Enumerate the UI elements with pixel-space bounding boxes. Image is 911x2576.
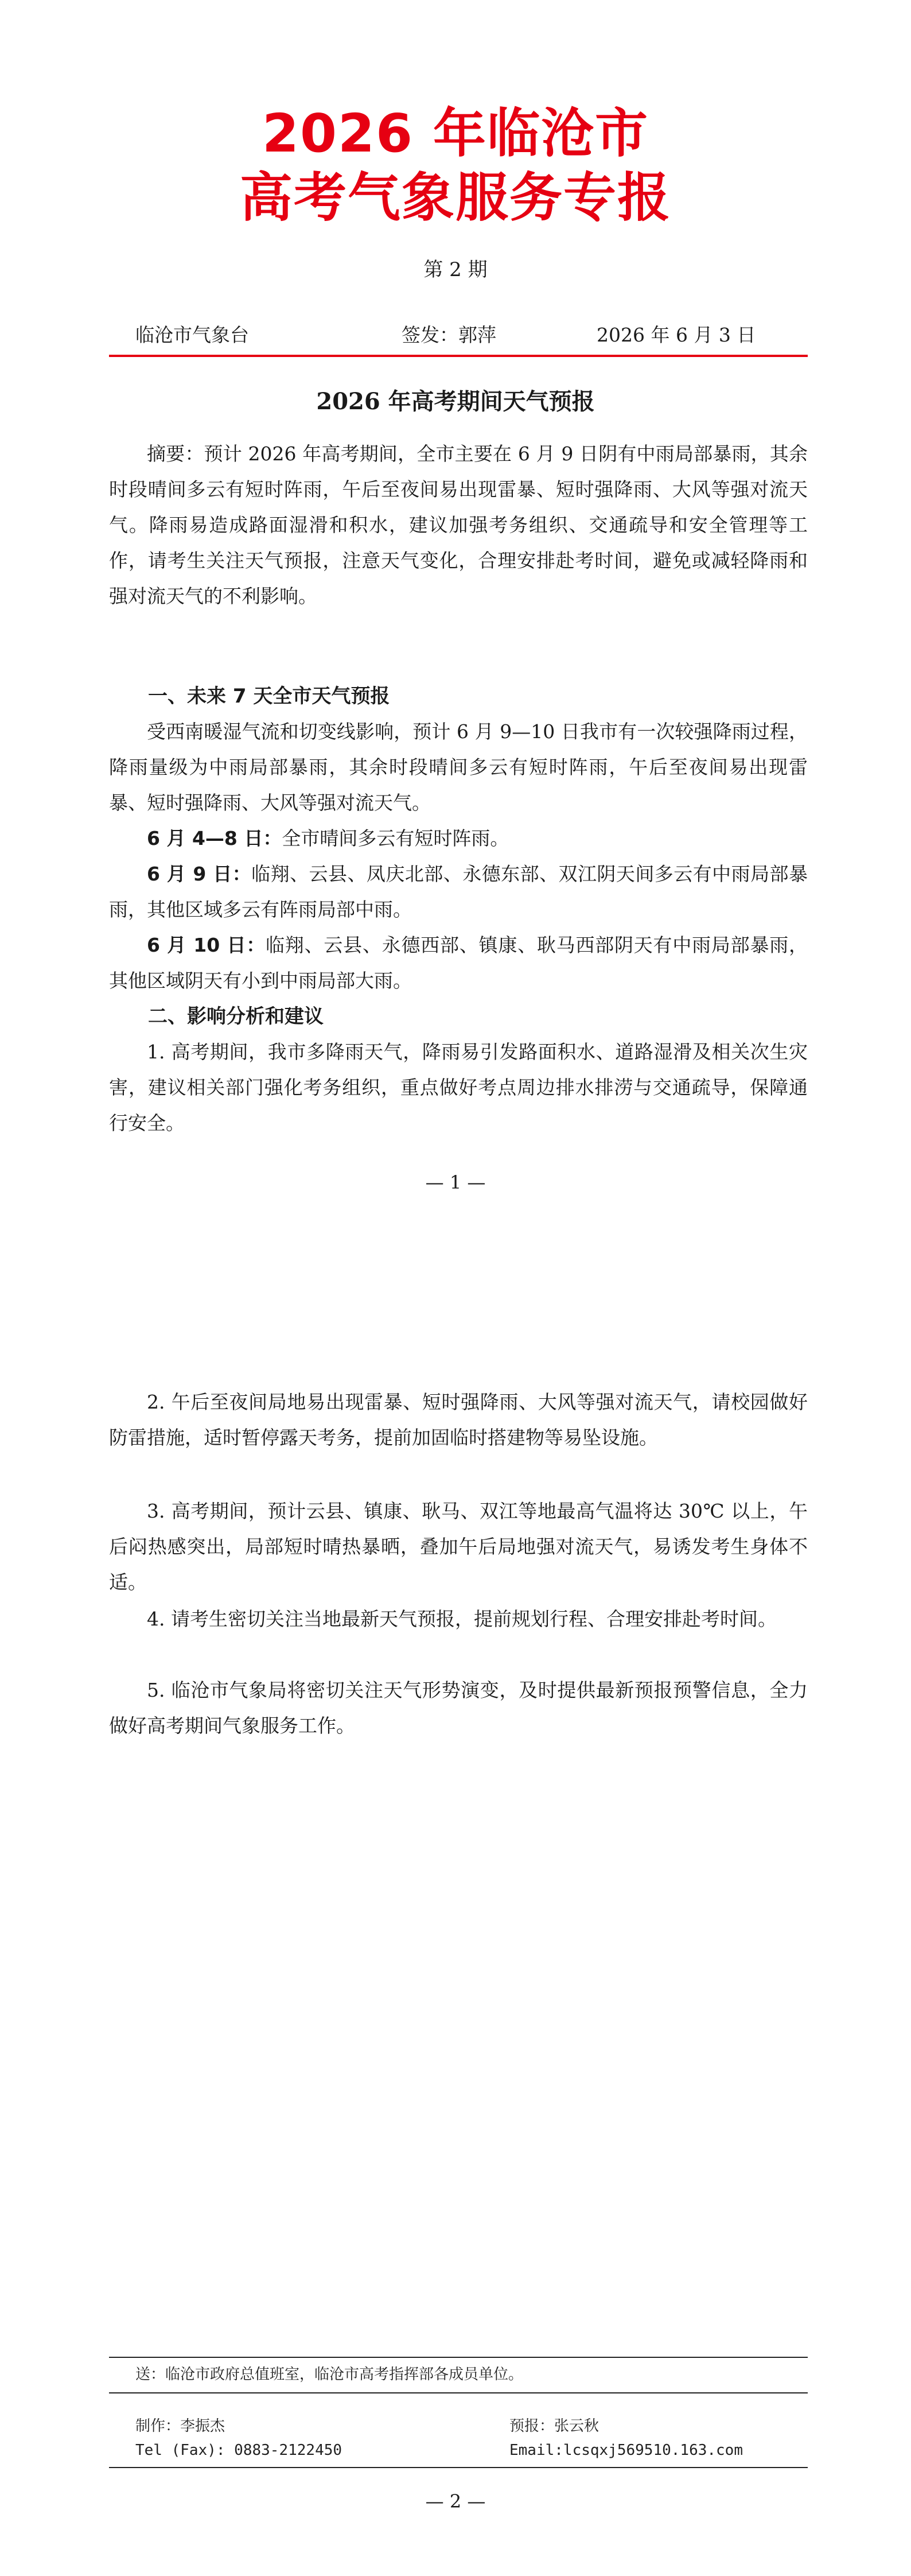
forecast-day-1 (109, 821, 808, 856)
signer: 签发：郭萍 (402, 324, 496, 346)
section2-heading: 二、影响分析和建议 (148, 1005, 324, 1028)
forecast-day-text: 全市晴间多云有短时阵雨。 (282, 827, 509, 849)
footer-forecaster: 预报：张云秋 (509, 2418, 599, 2435)
footer-tel: Tel (Fax): 0883-2122450 (135, 2442, 342, 2459)
page-number-2: — 2 — (425, 2490, 486, 2512)
forecast-day-3 (109, 928, 808, 999)
forecast-day-text: 临翔、云县、永德西部、镇康、耿马西部阴天有中雨局部暴雨，其他区域阴天有小到中雨局部大雨。 (109, 934, 808, 992)
red-divider (109, 355, 808, 357)
advice-item-4: 4. 请考生密切关注当地最新天气预报，提前规划行程、合理安排赴考时间。 (147, 1608, 777, 1630)
footer-middle-rule (109, 2392, 808, 2393)
forecast-day-label: 6 月 9 日： (147, 863, 252, 885)
advice-item-3: 3. 高考期间，预计云县、镇康、耿马、双江等地最高气温将达 30℃ 以上，午后闷热感突出，局部短时晴热暴晒，叠加午后局地强对流天气，易诱发考生身体不适。 (109, 1500, 808, 1593)
page-number-1: — 1 — (425, 1171, 486, 1193)
section1-heading: 一、未来 7 天全市天气预报 (148, 685, 390, 708)
forecast-day-2 (109, 856, 808, 928)
masthead-title-line2: 高考气象服务专报 (239, 167, 671, 228)
issue-date: 2026 年 6 月 3 日 (597, 324, 756, 346)
forecast-day-label: 6 月 10 日： (147, 934, 266, 956)
footer-bottom-rule (109, 2467, 808, 2468)
advice-item-5: 5. 临沧市气象局将密切关注天气形势演变，及时提供最新预报预警信息，全力做好高考期间气象服务工作。 (109, 1679, 808, 1737)
masthead-title-line1: 2026 年临沧市 (262, 103, 649, 164)
summary-paragraph: 摘要：预计 2026 年高考期间，全市主要在 6 月 9 日阴有中雨局部暴雨，其余时段晴间多云有短时阵雨，午后至夜间易出现雷暴、短时强降雨、大风等强对流天气。降雨易造成路面湿滑和积水，建议加强考务组织、交通疏导和安全管理等工作，请考生关注天气预报，注意天气变化，合理安排赴考时间，避免或减轻降雨和强对流天气的不利影响。 (109, 443, 808, 607)
publisher: 临沧市气象台 (135, 324, 249, 346)
advice-item-2: 2. 午后至夜间局地易出现雷暴、短时强降雨、大风等强对流天气，请校园做好防雷措施，适时暂停露天考务，提前加固临时搭建物等易坠设施。 (109, 1391, 808, 1449)
document-title: 2026 年高考期间天气预报 (316, 388, 595, 415)
footer-maker: 制作：李振杰 (135, 2418, 225, 2435)
issue-number: 第 2 期 (423, 258, 488, 281)
section1-intro: 受西南暖湿气流和切变线影响，预计 6 月 9—10 日我市有一次较强降雨过程，降雨量级为中雨局部暴雨，其余时段晴间多云有短时阵雨，午后至夜间易出现雷暴、短时强降雨、大风等强对流天气。 (109, 720, 808, 814)
footer-top-rule (109, 2357, 808, 2358)
forecast-day-text: 临翔、云县、凤庆北部、永德东部、双江阴天间多云有中雨局部暴雨，其他区域多云有阵雨局部中雨。 (109, 863, 808, 921)
forecast-day-label: 6 月 4—8 日： (147, 827, 282, 849)
advice-item-1: 1. 高考期间，我市多降雨天气，降雨易引发路面积水、道路湿滑及相关次生灾害，建议相关部门强化考务组织，重点做好考点周边排水排涝与交通疏导，保障通行安全。 (109, 1041, 808, 1134)
footer-email: Email:lcsqxj569510.163.com (509, 2442, 743, 2459)
footer-recipients: 送：临沧市政府总值班室，临沧市高考指挥部各成员单位。 (135, 2366, 524, 2383)
